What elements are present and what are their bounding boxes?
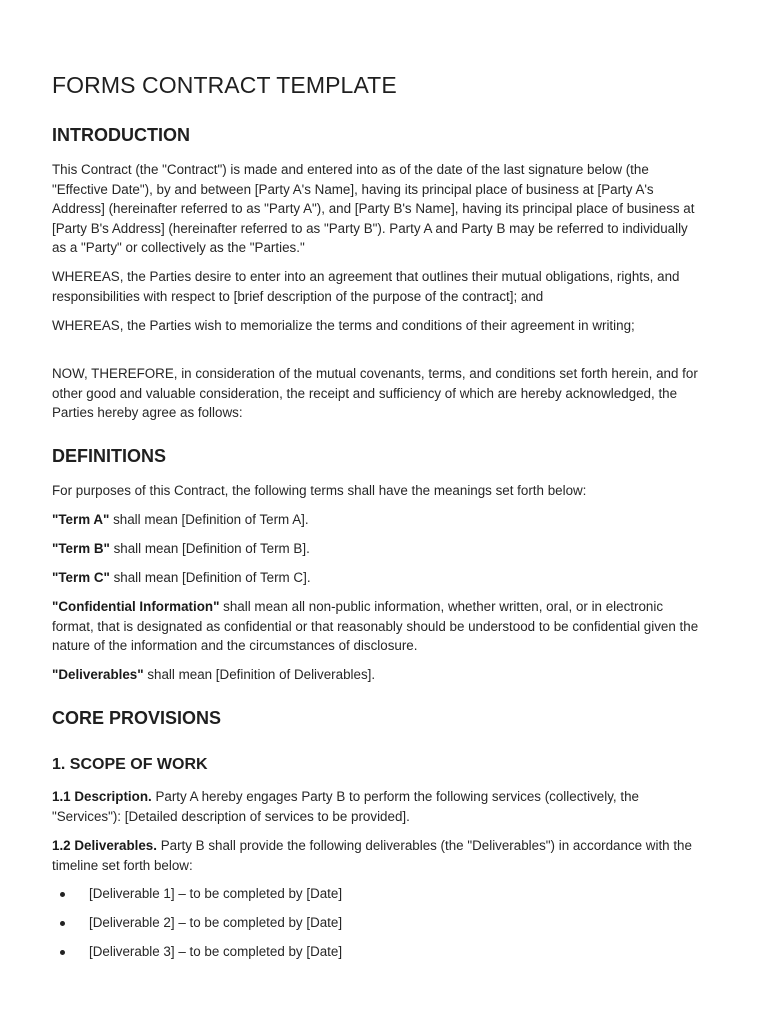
- definition-term-a: [52, 510, 704, 530]
- definition-deliverables-text: shall mean [Definition of Deliverables].: [143, 667, 376, 682]
- definition-confidential-information: [52, 597, 704, 656]
- scope-description-label: 1.1 Description.: [52, 789, 152, 804]
- document-title: FORMS CONTRACT TEMPLATE: [52, 72, 397, 98]
- scope-description-text: Party A hereby engages Party B to perform the following services (collectively, the "Services"): [Detailed description of services to be provided].: [52, 789, 639, 824]
- introduction-heading: INTRODUCTION: [52, 125, 190, 145]
- list-item-text: [Deliverable 3] – to be completed by [Date]: [89, 944, 343, 959]
- list-item: [52, 884, 652, 913]
- list-item-text: [Deliverable 1] – to be completed by [Date]: [89, 886, 343, 901]
- bullet-icon: [60, 892, 65, 897]
- definitions-heading: DEFINITIONS: [52, 446, 167, 466]
- bullet-icon: [60, 950, 65, 955]
- definition-confidential-information-label: "Confidential Information": [52, 599, 220, 614]
- definition-term-c-text: shall mean [Definition of Term C].: [109, 570, 311, 585]
- deliverables-label: 1.2 Deliverables.: [52, 838, 157, 853]
- definition-term-a-text: shall mean [Definition of Term A].: [109, 512, 309, 527]
- definition-deliverables-label: "Deliverables": [52, 667, 144, 682]
- whereas-paragraph-2: WHEREAS, the Parties wish to memorialize the terms and conditions of their agreement in writing;: [52, 318, 635, 333]
- definition-term-b: [52, 539, 704, 559]
- core-provisions-heading: CORE PROVISIONS: [52, 708, 222, 728]
- bullet-icon: [60, 921, 65, 926]
- whereas-paragraph-1: WHEREAS, the Parties desire to enter into an agreement that outlines their mutual obligations, rights, and responsibilities with respect to [brief description of the purpose of the contract]; and: [52, 269, 680, 304]
- list-item: [52, 942, 652, 971]
- definition-term-a-label: "Term A": [52, 512, 110, 527]
- deliverables-list: [52, 884, 652, 971]
- scope-description-paragraph: [52, 787, 704, 826]
- definitions-intro: For purposes of this Contract, the following terms shall have the meanings set forth below:: [52, 483, 587, 498]
- list-item-text: [Deliverable 2] – to be completed by [Date]: [89, 915, 343, 930]
- definition-term-b-label: "Term B": [52, 541, 110, 556]
- deliverables-text: Party B shall provide the following deliverables (the "Deliverables") in accordance with the timeline set forth below:: [52, 838, 692, 873]
- definition-deliverables: [52, 665, 704, 685]
- deliverables-paragraph: [52, 836, 704, 875]
- definition-term-b-text: shall mean [Definition of Term B].: [109, 541, 310, 556]
- scope-of-work-heading: 1. SCOPE OF WORK: [52, 756, 208, 773]
- list-item: [52, 913, 652, 942]
- definition-confidential-information-text: shall mean all non-public information, whether written, oral, or in electronic format, that is designated as confidential or that reasonably should be understood to be confidential given the nature of the information and the circumstances of disclosure.: [52, 599, 699, 653]
- definition-term-c: [52, 568, 704, 588]
- now-therefore-paragraph: NOW, THEREFORE, in consideration of the mutual covenants, terms, and conditions set forth herein, and for other good and valuable consideration, the receipt and sufficiency of which are hereby acknowledged, the Parties hereby agree as follows:: [52, 366, 698, 420]
- introduction-paragraph-1: This Contract (the "Contract") is made and entered into as of the date of the last signature below (the "Effective Date"), by and between [Party A's Name], having its principal place of business at [Party A's Address] (hereinafter referred to as "Party A"), and [Party B's Name], having its principal place of business at [Party B's Address] (hereinafter referred to as "Party B"). Party A and Party B may be referred to individually as a "Party" or collectively as the "Parties.": [52, 162, 695, 255]
- definition-term-c-label: "Term C": [52, 570, 110, 585]
